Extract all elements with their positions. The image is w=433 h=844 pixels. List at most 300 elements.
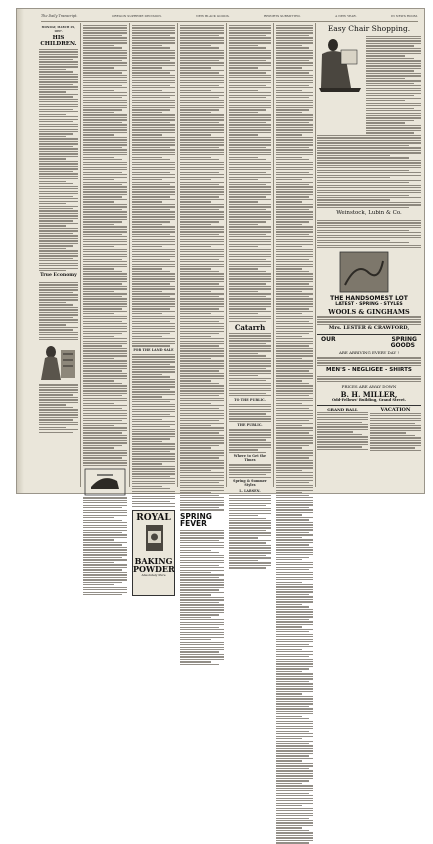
text-line xyxy=(180,37,224,38)
text-line xyxy=(180,507,219,508)
text-line xyxy=(229,474,266,475)
text-line xyxy=(180,184,219,185)
text-line xyxy=(276,437,313,438)
text-line xyxy=(83,447,114,448)
text-line xyxy=(180,637,224,638)
text-line xyxy=(276,666,313,667)
page-fold-shadow xyxy=(17,9,24,493)
odd-fellows: Odd-Fellows' Building, Grand Street. xyxy=(331,397,407,402)
text-line xyxy=(276,435,313,436)
text-line xyxy=(276,169,313,170)
text-line xyxy=(180,509,224,510)
text-line xyxy=(180,375,224,376)
text-line xyxy=(229,264,271,265)
text-line xyxy=(180,333,219,334)
text-line xyxy=(132,323,175,324)
text-line xyxy=(276,713,313,714)
text-line xyxy=(180,301,224,302)
text-line xyxy=(180,97,219,98)
text-line xyxy=(83,77,127,78)
text-line xyxy=(180,647,224,648)
text-line xyxy=(180,189,224,190)
text-line xyxy=(180,627,219,628)
text-line xyxy=(180,470,211,471)
text-line xyxy=(370,413,421,414)
text-line xyxy=(132,411,175,412)
text-line xyxy=(39,208,73,209)
text-line xyxy=(39,263,78,264)
text-line xyxy=(132,371,175,372)
text-line xyxy=(229,226,271,227)
text-line xyxy=(229,545,271,546)
text-line xyxy=(39,173,78,174)
text-line xyxy=(366,127,421,128)
text-line xyxy=(132,219,175,220)
text-line xyxy=(229,373,271,374)
text-line xyxy=(132,256,175,257)
text-line xyxy=(180,226,224,227)
text-line xyxy=(366,93,421,94)
text-line xyxy=(229,278,271,279)
text-line xyxy=(180,221,219,222)
text-line xyxy=(39,74,78,75)
text-line xyxy=(83,97,122,98)
text-line xyxy=(180,545,224,546)
text-line xyxy=(276,475,313,476)
text-line xyxy=(276,85,309,86)
text-line xyxy=(229,169,271,170)
text-line xyxy=(132,174,175,175)
text-line xyxy=(180,410,224,411)
text-line xyxy=(83,234,122,235)
text-line xyxy=(317,365,421,366)
text-line xyxy=(180,462,224,463)
text-line xyxy=(83,507,122,508)
text-line xyxy=(180,659,224,660)
text-line xyxy=(276,398,313,399)
text-line xyxy=(39,131,78,132)
text-line xyxy=(276,341,313,342)
text-line xyxy=(180,209,219,210)
text-line xyxy=(180,604,224,605)
text-line xyxy=(83,557,122,558)
text-line xyxy=(180,383,219,384)
text-line xyxy=(83,281,127,282)
text-line xyxy=(39,399,78,400)
text-line xyxy=(276,331,313,332)
text-line xyxy=(229,204,271,205)
text-line xyxy=(229,321,266,322)
text-line xyxy=(83,539,114,540)
text-line xyxy=(83,457,122,458)
text-line xyxy=(132,196,170,197)
text-line xyxy=(180,442,224,443)
text-line xyxy=(276,95,313,96)
text-line xyxy=(180,497,224,498)
text-line xyxy=(180,570,224,571)
text-line xyxy=(276,564,313,565)
text-line xyxy=(276,321,309,322)
text-line xyxy=(132,366,175,367)
text-line xyxy=(180,632,224,633)
text-line xyxy=(39,324,66,325)
text-line xyxy=(180,639,211,640)
text-line xyxy=(180,654,224,655)
text-line xyxy=(132,381,175,382)
text-line xyxy=(39,49,78,50)
text-line xyxy=(39,287,78,288)
text-line xyxy=(83,442,127,443)
text-line xyxy=(83,403,114,404)
text-line xyxy=(180,380,211,381)
text-line xyxy=(83,117,127,118)
text-line xyxy=(132,498,175,499)
text-line xyxy=(317,424,368,425)
text-line xyxy=(132,264,175,265)
text-line xyxy=(132,112,162,113)
text-line xyxy=(132,239,175,240)
text-line xyxy=(180,139,224,140)
text-line xyxy=(276,668,309,669)
text-line xyxy=(83,45,114,46)
text-line xyxy=(229,47,266,48)
card-to-the-public: TO THE PUBLIC. xyxy=(234,397,266,402)
text-line xyxy=(229,449,258,450)
text-line xyxy=(276,552,313,553)
text-line xyxy=(180,485,224,486)
text-line xyxy=(132,105,175,106)
text-line xyxy=(83,214,127,215)
text-line xyxy=(276,360,313,361)
woman-illustration xyxy=(39,342,78,382)
text-line xyxy=(83,162,127,163)
text-line xyxy=(276,236,313,237)
col1-headline: HIS CHILDREN. xyxy=(40,35,77,47)
text-line xyxy=(83,82,127,83)
text-line xyxy=(180,582,224,583)
text-line xyxy=(229,77,271,78)
text-line xyxy=(317,232,421,233)
text-line xyxy=(229,199,271,200)
text-line xyxy=(180,455,224,456)
text-line xyxy=(276,30,313,31)
text-line xyxy=(276,244,313,245)
text-line xyxy=(276,142,313,143)
text-line xyxy=(132,114,175,115)
text-line xyxy=(370,418,421,419)
text-line xyxy=(83,137,127,138)
text-line xyxy=(83,191,127,192)
text-line xyxy=(180,622,224,623)
text-line xyxy=(366,55,405,56)
col3-mid-head: FOR THE LAND SALE xyxy=(133,347,174,352)
text-line xyxy=(83,552,127,553)
text-line xyxy=(83,365,127,366)
text-line xyxy=(229,124,271,125)
text-line xyxy=(83,174,127,175)
text-line xyxy=(180,348,224,349)
text-line xyxy=(180,370,219,371)
text-line xyxy=(276,119,313,120)
text-line xyxy=(180,328,224,329)
text-line xyxy=(276,577,313,578)
text-line xyxy=(229,388,271,389)
text-line xyxy=(229,52,271,53)
text-line xyxy=(276,450,313,451)
text-line xyxy=(317,170,409,171)
text-line xyxy=(83,544,122,545)
text-line xyxy=(180,273,224,274)
text-line xyxy=(276,529,313,530)
shopping-text-2 xyxy=(317,135,421,208)
text-line xyxy=(132,438,170,439)
text-line xyxy=(180,550,211,551)
text-line xyxy=(317,242,409,243)
text-line xyxy=(83,348,127,349)
col5-text-6 xyxy=(229,495,271,568)
text-line xyxy=(276,403,302,404)
text-line xyxy=(366,115,421,116)
text-line xyxy=(317,222,421,223)
text-line xyxy=(39,201,78,202)
text-line xyxy=(180,291,211,292)
text-line xyxy=(276,365,313,366)
text-line xyxy=(132,419,162,420)
text-line xyxy=(229,149,271,150)
text-line xyxy=(180,447,211,448)
text-line xyxy=(370,445,421,446)
text-line xyxy=(180,144,224,145)
text-line xyxy=(317,195,409,196)
text-line xyxy=(370,423,415,424)
text-line xyxy=(83,254,127,255)
text-line xyxy=(83,306,127,307)
text-line xyxy=(180,67,211,68)
text-line xyxy=(276,683,313,684)
text-line xyxy=(366,100,405,101)
text-line xyxy=(370,415,421,416)
text-line xyxy=(317,319,421,320)
text-line xyxy=(83,388,127,389)
text-line xyxy=(276,507,309,508)
text-line xyxy=(132,379,175,380)
col3-text xyxy=(132,25,175,347)
text-line xyxy=(276,413,313,414)
text-line xyxy=(276,790,313,791)
text-line xyxy=(180,405,224,406)
text-line xyxy=(276,35,309,36)
text-line xyxy=(180,602,219,603)
text-line xyxy=(83,134,114,135)
text-line xyxy=(83,72,122,73)
text-line xyxy=(83,261,127,262)
text-line xyxy=(276,644,309,645)
text-line xyxy=(229,353,258,354)
text-line xyxy=(39,76,78,77)
text-line xyxy=(229,439,266,440)
text-line xyxy=(132,179,162,180)
text-line xyxy=(229,241,271,242)
text-line xyxy=(229,520,271,521)
text-line xyxy=(180,557,224,558)
text-line xyxy=(132,32,175,33)
text-line xyxy=(276,231,313,232)
text-line xyxy=(229,137,271,138)
text-line xyxy=(229,25,271,26)
text-line xyxy=(83,522,127,523)
text-line xyxy=(276,465,313,466)
text-line xyxy=(83,537,127,538)
text-line xyxy=(229,80,271,81)
vacation-text xyxy=(370,413,421,452)
text-line xyxy=(180,502,224,503)
text-line xyxy=(180,624,224,625)
text-line xyxy=(366,105,421,106)
text-line xyxy=(132,229,175,230)
text-line xyxy=(83,517,114,518)
text-line xyxy=(132,481,175,482)
text-line xyxy=(39,294,78,295)
text-line xyxy=(276,534,313,535)
text-line xyxy=(180,609,224,610)
text-line xyxy=(132,406,175,407)
text-line xyxy=(229,411,271,412)
text-line xyxy=(132,162,175,163)
text-line xyxy=(276,614,313,615)
text-line xyxy=(83,415,127,416)
text-line xyxy=(83,42,127,43)
text-line xyxy=(366,80,421,81)
text-line xyxy=(39,230,78,231)
text-line xyxy=(229,560,258,561)
text-line xyxy=(276,783,302,784)
text-line xyxy=(83,326,127,327)
text-line xyxy=(229,30,271,31)
text-line xyxy=(83,32,127,33)
text-line xyxy=(317,142,421,143)
text-line xyxy=(132,401,170,402)
text-line xyxy=(366,120,414,121)
text-line xyxy=(83,321,122,322)
text-line xyxy=(83,102,127,103)
text-line xyxy=(83,194,127,195)
text-line xyxy=(180,373,224,374)
text-line xyxy=(83,373,127,374)
text-line xyxy=(83,298,127,299)
text-line xyxy=(276,318,313,319)
text-line xyxy=(132,182,175,183)
text-line xyxy=(132,259,170,260)
text-line xyxy=(276,298,313,299)
text-line xyxy=(132,429,175,430)
text-line xyxy=(39,156,78,157)
text-line xyxy=(276,477,313,478)
text-line xyxy=(366,75,421,76)
vacation: VACATION xyxy=(380,406,411,413)
text-line xyxy=(39,334,78,335)
text-line xyxy=(180,40,224,41)
text-line xyxy=(317,227,421,228)
text-line xyxy=(39,198,78,199)
text-line xyxy=(276,393,313,394)
text-line xyxy=(317,182,409,183)
text-line xyxy=(39,84,73,85)
text-line xyxy=(132,47,170,48)
text-line xyxy=(83,345,122,346)
text-line xyxy=(276,586,313,587)
text-line xyxy=(317,160,421,161)
card-spring-summer-styles: Spring & Summer Styles xyxy=(233,479,267,488)
text-line xyxy=(229,500,271,501)
text-line xyxy=(229,62,271,63)
text-line xyxy=(229,313,258,314)
text-line xyxy=(276,62,313,63)
text-line xyxy=(370,450,421,451)
text-line xyxy=(276,313,302,314)
text-line xyxy=(83,383,122,384)
text-line xyxy=(229,335,271,336)
text-line xyxy=(366,68,421,69)
text-line xyxy=(39,196,73,197)
text-line xyxy=(132,206,175,207)
text-line xyxy=(276,134,302,135)
text-line xyxy=(317,145,409,146)
text-line xyxy=(180,142,224,143)
text-line xyxy=(83,35,122,36)
text-line xyxy=(83,430,127,431)
text-line xyxy=(39,89,78,90)
text-line xyxy=(39,424,78,425)
text-line xyxy=(132,311,175,312)
text-line xyxy=(229,358,271,359)
text-line xyxy=(276,688,313,689)
text-line xyxy=(370,442,421,443)
text-line xyxy=(39,322,78,323)
text-line xyxy=(83,594,122,595)
text-line xyxy=(276,196,309,197)
text-line xyxy=(83,216,127,217)
text-line xyxy=(317,152,421,153)
text-line xyxy=(276,254,313,255)
text-line xyxy=(276,639,313,640)
colhead-1: OREGON SUPREME DECISION. xyxy=(111,14,162,18)
text-line xyxy=(276,271,309,272)
text-line xyxy=(132,70,175,71)
text-line xyxy=(276,659,313,660)
text-line xyxy=(317,429,368,430)
text-line xyxy=(276,385,313,386)
text-line xyxy=(83,288,127,289)
text-line xyxy=(132,356,175,357)
text-line xyxy=(180,432,219,433)
text-line xyxy=(180,167,224,168)
text-line xyxy=(83,87,127,88)
text-line xyxy=(83,159,122,160)
text-line xyxy=(83,119,127,120)
text-line xyxy=(276,780,309,781)
text-line xyxy=(276,214,313,215)
text-line xyxy=(276,70,313,71)
text-line xyxy=(180,268,211,269)
text-line xyxy=(276,569,309,570)
text-line xyxy=(180,254,224,255)
text-line xyxy=(180,251,224,252)
text-line xyxy=(180,201,211,202)
text-line xyxy=(229,283,266,284)
text-line xyxy=(39,339,78,340)
text-line xyxy=(83,256,127,257)
text-line xyxy=(276,455,313,456)
